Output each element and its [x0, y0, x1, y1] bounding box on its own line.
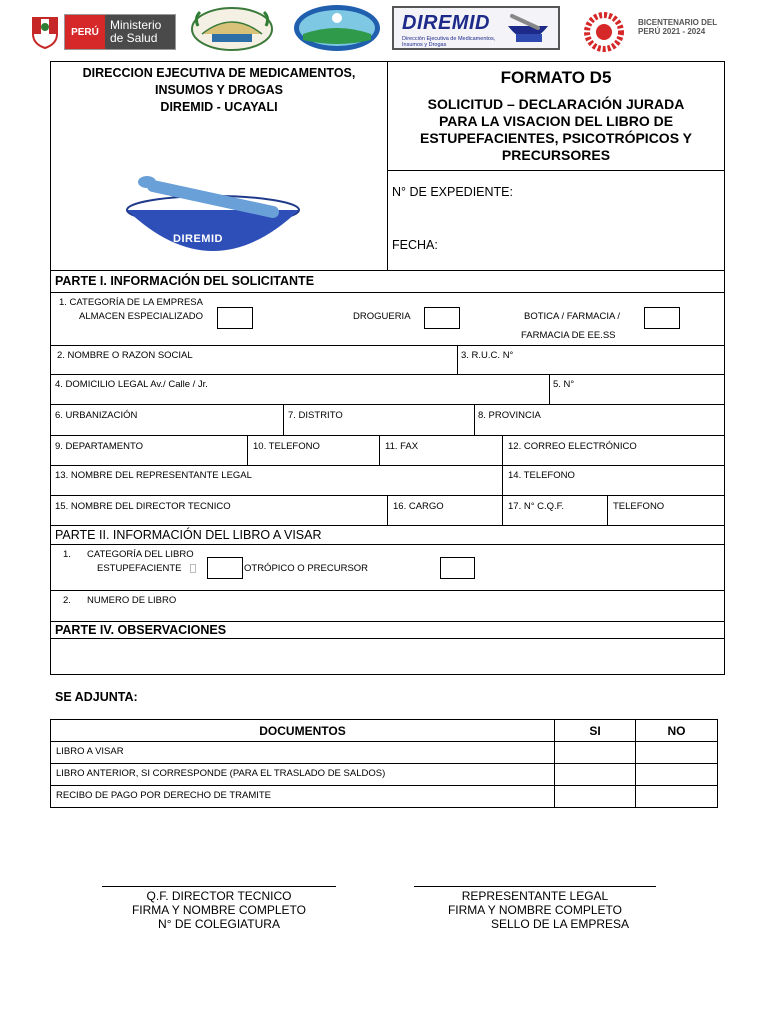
si-cell[interactable] [554, 785, 636, 808]
drogueria-label: DROGUERIA [353, 311, 411, 322]
bicentenario-logo [576, 12, 726, 52]
si-cell[interactable] [554, 741, 636, 764]
drogueria-checkbox[interactable] [424, 307, 460, 329]
form-title-line4: PRECURSORES [501, 147, 611, 163]
part2-header [50, 525, 725, 545]
telefono-representante-label: 14. TELEFONO [508, 470, 575, 481]
no-cell[interactable] [635, 785, 718, 808]
field-razon-social[interactable] [50, 345, 458, 375]
si-header-label: SI [589, 724, 601, 738]
botica-label: BOTICA / FARMACIA / [524, 311, 621, 322]
no-cell[interactable] [635, 763, 718, 786]
expediente-panel [387, 170, 725, 271]
diremid-header-logo [392, 6, 560, 50]
part4-title: PARTE IV. OBSERVACIONES [55, 623, 227, 637]
field-categoria-libro [50, 544, 725, 591]
cqf-label: 17. N° C.Q.F. [508, 501, 565, 512]
docs-col-header [50, 719, 555, 742]
doc-label: RECIBO DE PAGO POR DERECHO DE TRAMITE [56, 790, 272, 801]
form-title-line2: PARA LA VISACION DEL LIBRO DE [438, 113, 674, 129]
categoria-label: 1. CATEGORÍA DE LA EMPRESA [59, 297, 203, 308]
categoria-libro-label: CATEGORÍA DEL LIBRO [87, 549, 194, 560]
form-title-panel [387, 61, 725, 171]
psicotropico-checkbox[interactable] [440, 557, 475, 579]
diremid-name: DIREMID [402, 12, 490, 34]
director-sig-colegiatura: N° DE COLEGIATURA [158, 917, 280, 931]
telefono-director-label: TELEFONO [613, 501, 665, 512]
field-numero[interactable] [549, 374, 725, 405]
field-urbanizacion[interactable] [50, 404, 284, 436]
peru-coat-of-arms-icon [30, 14, 60, 50]
form-title-line1: SOLICITUD – DECLARACIÓN JURADA [427, 96, 685, 112]
field-representante-legal[interactable] [50, 465, 503, 496]
provincia-label: 8. PROVINCIA [478, 410, 541, 421]
representante-label: 13. NOMBRE DEL REPRESENTANTE LEGAL [55, 470, 252, 481]
fax-label: 11. FAX [385, 441, 419, 452]
item2-number: 2. [63, 595, 71, 606]
field-domicilio[interactable] [50, 374, 550, 405]
observaciones-field[interactable] [50, 638, 725, 675]
psicotropico-label: OTRÓPICO O PRECURSOR [244, 563, 369, 574]
header-logos [0, 0, 768, 60]
field-categoria-empresa [50, 292, 725, 346]
field-distrito[interactable] [283, 404, 475, 436]
botica-checkbox[interactable] [644, 307, 680, 329]
minsa-label: Ministerio de Salud [105, 15, 175, 49]
item1-number: 1. [63, 549, 71, 560]
director-label: 15. NOMBRE DEL DIRECTOR TECNICO [55, 501, 231, 512]
director-sig-title: Q.F. DIRECTOR TECNICO [146, 889, 292, 903]
bicentenario-icon [576, 12, 632, 52]
expediente-label: N° DE EXPEDIENTE: [392, 185, 513, 199]
field-telefono-representante[interactable] [502, 465, 725, 496]
diremid-subtitle: Dirección Ejecutiva de Medicamentos, Insumos y Drogas [402, 36, 496, 48]
signature-line [102, 886, 336, 887]
farmacia-eess-label: FARMACIA DE EE.SS [521, 330, 616, 341]
signature-line [414, 886, 656, 887]
minsa-logo [64, 14, 176, 50]
field-director-tecnico[interactable] [50, 495, 388, 526]
cargo-label: 16. CARGO [393, 501, 444, 512]
bicentenario-text: BICENTENARIO DEL PERÚ 2021 - 2024 [638, 18, 717, 36]
domicilio-label: 4. DOMICILIO LEGAL Av./ Calle / Jr. [55, 379, 208, 390]
part2-title: PARTE II. INFORMACIÓN DEL LIBRO A VISAR [55, 528, 322, 542]
signature-director [102, 886, 336, 931]
field-cargo[interactable] [387, 495, 503, 526]
field-numero-libro[interactable] [50, 590, 725, 622]
representante-sig-firma: FIRMA Y NOMBRE COMPLETO [447, 903, 623, 917]
almacen-label: ALMACEN ESPECIALIZADO [79, 311, 204, 322]
no-cell[interactable] [635, 741, 718, 764]
representante-sig-title: REPRESENTANTE LEGAL [461, 889, 609, 903]
representante-sig-sello: SELLO DE LA EMPRESA [490, 917, 630, 931]
field-ruc[interactable] [457, 345, 725, 375]
departamento-label: 9. DEPARTAMENTO [55, 441, 143, 452]
diremid-logo-text: DIREMID [173, 233, 223, 245]
field-provincia[interactable] [474, 404, 725, 436]
razon-social-label: 2. NOMBRE O RAZON SOCIAL [57, 350, 193, 361]
ucayali-emblem-icon [190, 6, 274, 52]
field-telefono-director[interactable] [607, 495, 725, 526]
no-col-header [635, 719, 718, 742]
mortar-icon [504, 12, 552, 46]
table-row [50, 763, 555, 786]
director-sig-firma: FIRMA Y NOMBRE COMPLETO [131, 903, 307, 917]
numero-libro-label: NUMERO DE LIBRO [87, 595, 177, 606]
institution-panel [50, 61, 388, 271]
se-adjunta-title: SE ADJUNTA: [55, 690, 138, 704]
table-row [50, 741, 555, 764]
estupefaciente-label: ESTUPEFACIENTE [97, 563, 182, 574]
diresa-logo-icon [293, 4, 381, 52]
institution-line3: DIREMID - UCAYALI [160, 100, 278, 114]
form-title-line3: ESTUPEFACIENTES, PSICOTRÓPICOS Y [419, 130, 692, 146]
docs-header-label: DOCUMENTOS [259, 724, 346, 738]
numero-label: 5. N° [553, 379, 575, 390]
field-telefono-empresa[interactable] [247, 435, 380, 466]
field-departamento[interactable] [50, 435, 248, 466]
distrito-label: 7. DISTRITO [288, 410, 343, 421]
si-col-header [554, 719, 636, 742]
table-row [50, 785, 555, 808]
no-header-label: NO [667, 724, 686, 738]
field-fax[interactable] [379, 435, 503, 466]
part1-header [50, 270, 725, 293]
signature-representante [414, 886, 656, 931]
ruc-label: 3. R.U.C. N° [461, 350, 514, 361]
si-cell[interactable] [554, 763, 636, 786]
estupefaciente-checkbox[interactable] [207, 557, 243, 579]
institution-line1: DIRECCION EJECUTIVA DE MEDICAMENTOS, [82, 66, 356, 80]
almacen-checkbox[interactable] [217, 307, 253, 329]
correo-label: 12. CORREO ELECTRÓNICO [508, 441, 637, 452]
field-cqf[interactable] [502, 495, 608, 526]
doc-label: LIBRO A VISAR [56, 746, 124, 757]
form-code: FORMATO D5 [500, 68, 612, 87]
institution-line2: INSUMOS Y DROGAS [154, 83, 284, 97]
field-correo[interactable] [502, 435, 725, 466]
urbanizacion-label: 6. URBANIZACIÓN [55, 410, 138, 421]
part1-title: PARTE I. INFORMACIÓN DEL SOLICITANTE [55, 274, 315, 288]
peru-label: PERÚ [65, 15, 105, 49]
part4-header [50, 621, 725, 639]
fecha-label: FECHA: [392, 238, 438, 252]
telefono-empresa-label: 10. TELEFONO [253, 441, 320, 452]
doc-label: LIBRO ANTERIOR, SI CORRESPONDE (PARA EL TRASLADO DE SALDOS) [56, 768, 386, 779]
estupefaciente-glyph-icon [190, 564, 196, 573]
